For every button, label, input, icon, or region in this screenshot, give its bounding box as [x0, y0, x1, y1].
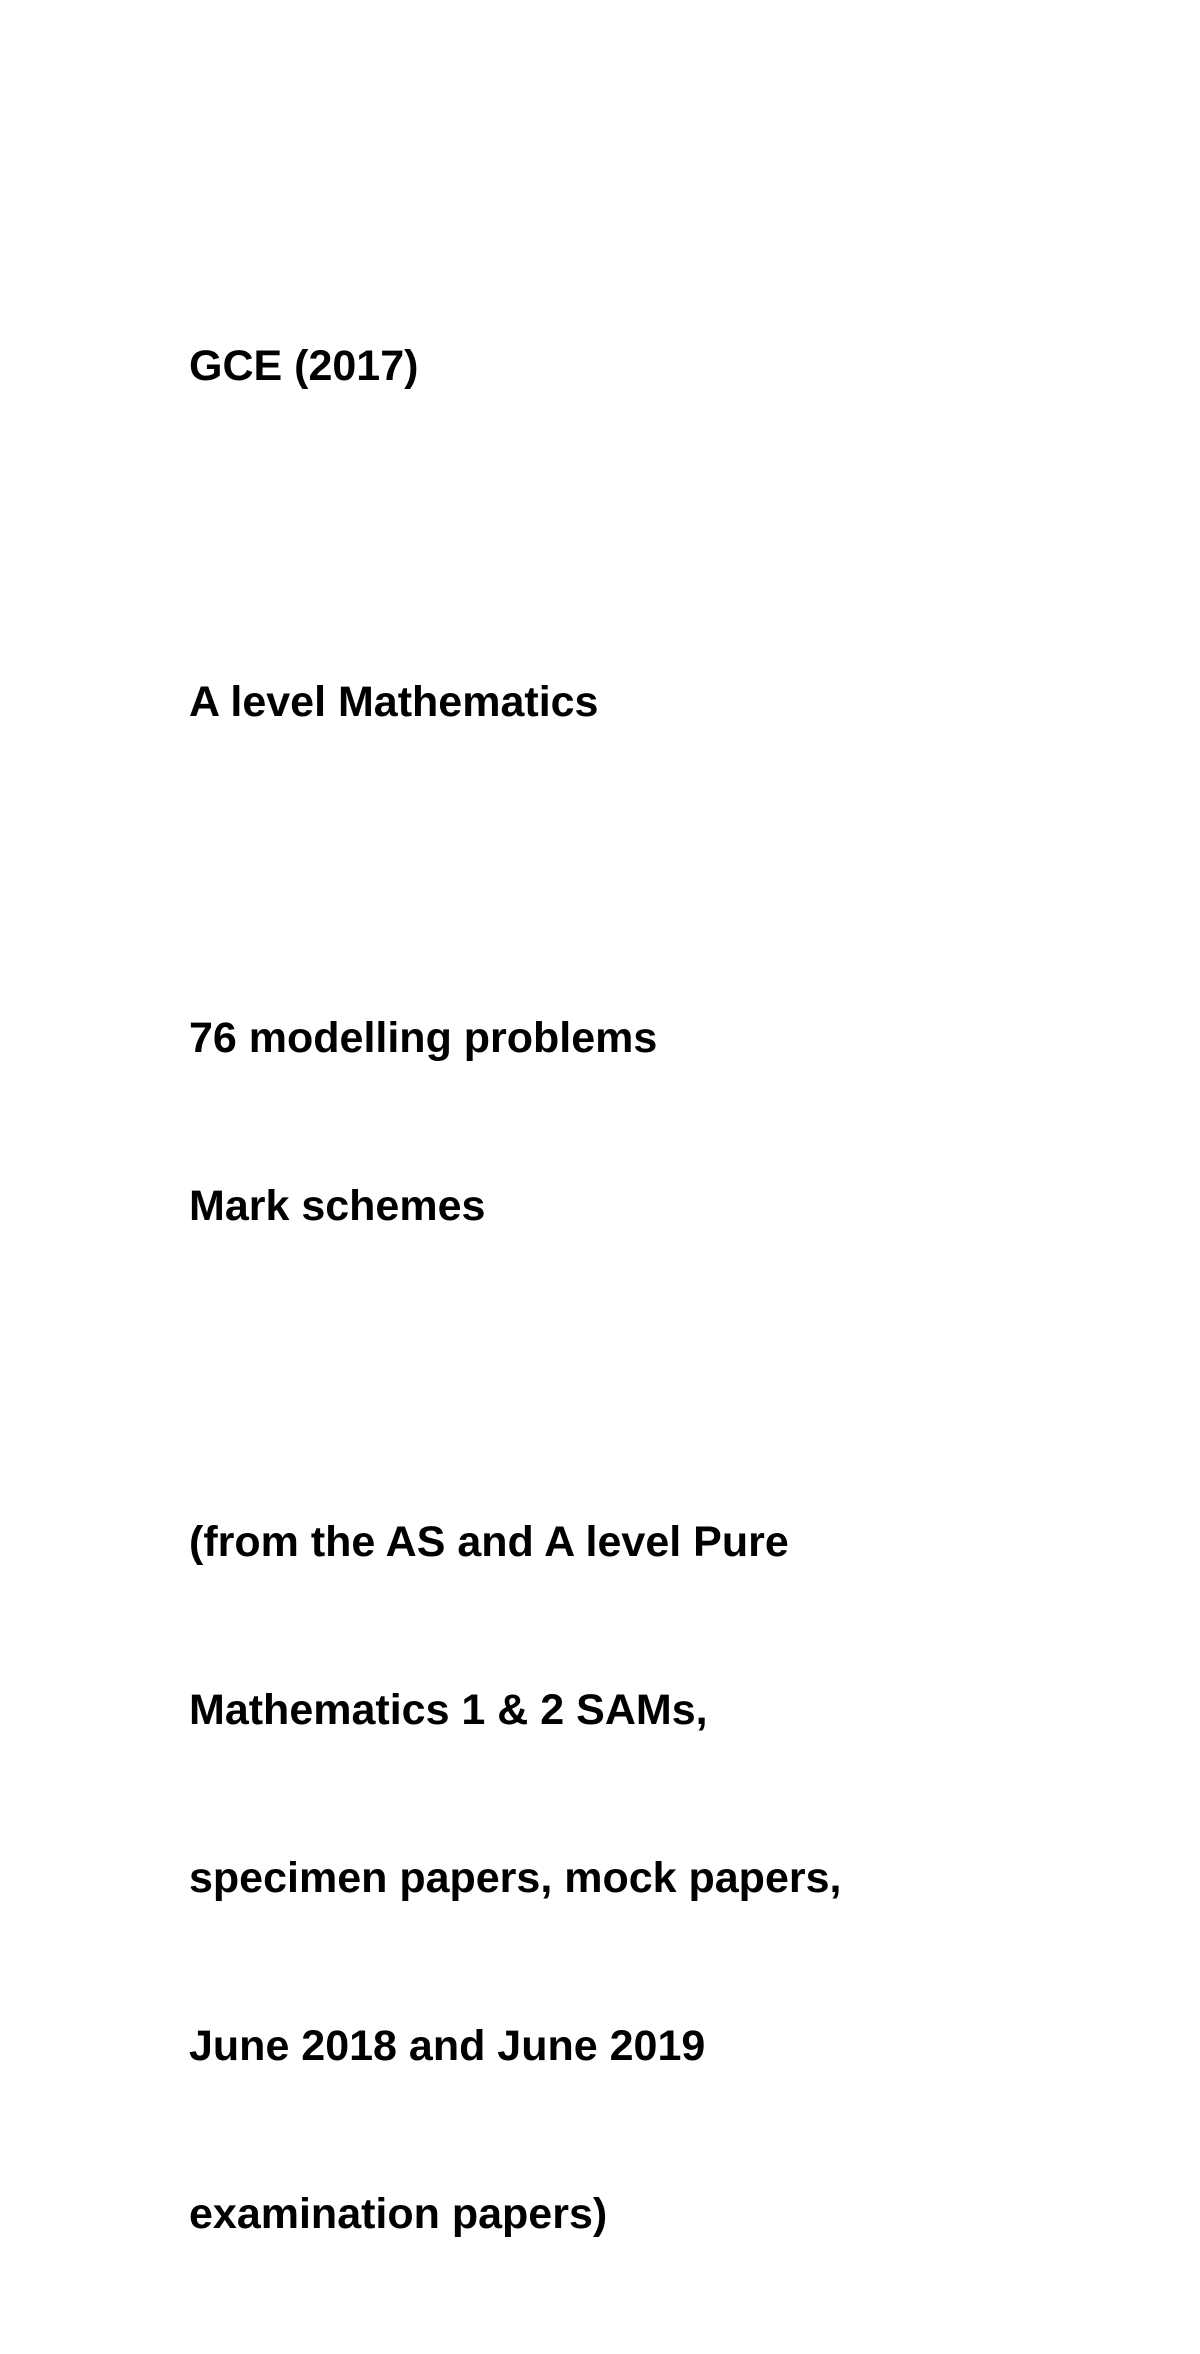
source-note	[189, 1402, 1149, 2354]
source-line: specimen papers, mock papers,	[189, 1854, 842, 1902]
title-line: 76 modelling problems	[189, 1014, 658, 1062]
source-line: Mathematics 1 & 2 SAMs,	[189, 1686, 708, 1734]
subject-text: A level Mathematics	[189, 678, 599, 726]
qualification-text: GCE (2017)	[189, 342, 419, 390]
spacer	[189, 842, 1149, 898]
source-line: examination papers)	[189, 2190, 608, 2238]
spacer	[189, 1346, 1149, 1402]
title-line: Mark schemes	[189, 1182, 486, 1230]
cover-text	[189, 226, 1149, 2354]
qualification-heading	[189, 226, 1149, 506]
subject-heading	[189, 562, 1149, 842]
source-line: (from the AS and A level Pure	[189, 1518, 789, 1566]
source-line: June 2018 and June 2019	[189, 2022, 706, 2070]
spacer	[189, 506, 1149, 562]
document-title	[189, 898, 1149, 1346]
